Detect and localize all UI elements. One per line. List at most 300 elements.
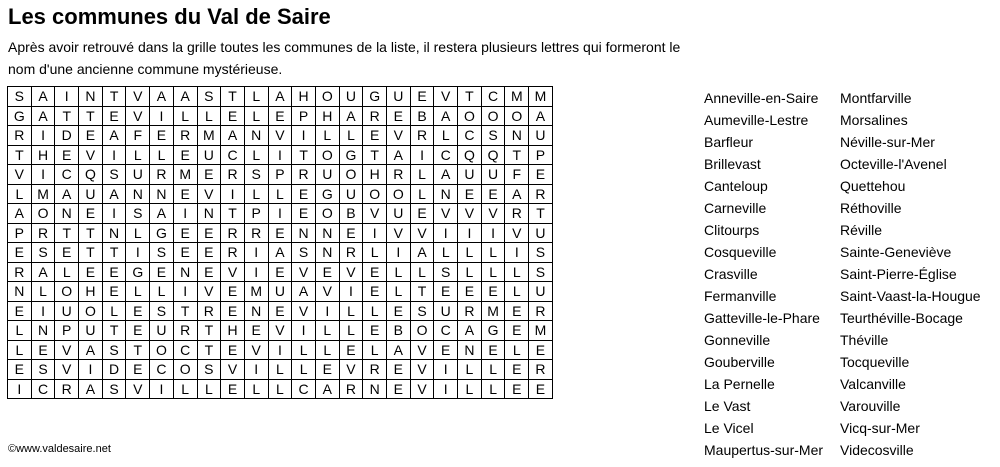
- grid-cell[interactable]: U: [458, 165, 482, 185]
- grid-cell[interactable]: T: [173, 301, 197, 321]
- grid-cell[interactable]: E: [244, 321, 268, 341]
- grid-cell[interactable]: O: [363, 184, 387, 204]
- grid-cell[interactable]: O: [339, 165, 363, 185]
- grid-cell[interactable]: N: [79, 87, 103, 107]
- grid-cell[interactable]: E: [292, 184, 316, 204]
- grid-cell[interactable]: U: [529, 223, 553, 243]
- grid-cell[interactable]: R: [221, 165, 245, 185]
- grid-cell[interactable]: E: [387, 106, 411, 126]
- grid-cell[interactable]: L: [458, 379, 482, 399]
- grid-cell[interactable]: V: [221, 360, 245, 380]
- grid-cell[interactable]: O: [387, 184, 411, 204]
- grid-cell[interactable]: E: [410, 87, 434, 107]
- grid-cell[interactable]: L: [458, 243, 482, 263]
- grid-cell[interactable]: T: [79, 106, 103, 126]
- grid-cell[interactable]: V: [410, 340, 434, 360]
- grid-cell[interactable]: R: [244, 223, 268, 243]
- grid-cell[interactable]: L: [268, 379, 292, 399]
- grid-cell[interactable]: E: [315, 360, 339, 380]
- grid-cell[interactable]: U: [79, 321, 103, 341]
- grid-cell[interactable]: S: [126, 204, 150, 224]
- grid-cell[interactable]: I: [458, 223, 482, 243]
- grid-cell[interactable]: V: [126, 106, 150, 126]
- grid-cell[interactable]: S: [529, 262, 553, 282]
- grid-cell[interactable]: U: [434, 301, 458, 321]
- grid-cell[interactable]: I: [31, 165, 55, 185]
- grid-cell[interactable]: I: [268, 204, 292, 224]
- grid-cell[interactable]: B: [410, 106, 434, 126]
- grid-cell[interactable]: B: [387, 321, 411, 341]
- grid-cell[interactable]: L: [8, 321, 32, 341]
- grid-cell[interactable]: E: [197, 223, 221, 243]
- grid-cell[interactable]: E: [79, 262, 103, 282]
- grid-cell[interactable]: A: [150, 204, 174, 224]
- grid-cell[interactable]: M: [244, 282, 268, 302]
- grid-cell[interactable]: V: [315, 282, 339, 302]
- grid-cell[interactable]: D: [55, 126, 79, 146]
- grid-cell[interactable]: O: [315, 204, 339, 224]
- grid-cell[interactable]: E: [434, 282, 458, 302]
- grid-cell[interactable]: L: [481, 262, 505, 282]
- grid-cell[interactable]: U: [387, 204, 411, 224]
- grid-cell[interactable]: S: [410, 301, 434, 321]
- grid-cell[interactable]: A: [315, 379, 339, 399]
- grid-cell[interactable]: E: [505, 360, 529, 380]
- grid-cell[interactable]: V: [126, 379, 150, 399]
- grid-cell[interactable]: E: [150, 262, 174, 282]
- grid-cell[interactable]: B: [339, 204, 363, 224]
- grid-cell[interactable]: E: [55, 145, 79, 165]
- grid-cell[interactable]: I: [292, 321, 316, 341]
- grid-cell[interactable]: E: [173, 223, 197, 243]
- grid-cell[interactable]: O: [410, 321, 434, 341]
- grid-cell[interactable]: A: [8, 204, 32, 224]
- grid-cell[interactable]: O: [150, 340, 174, 360]
- grid-cell[interactable]: S: [102, 165, 126, 185]
- grid-cell[interactable]: O: [315, 145, 339, 165]
- grid-cell[interactable]: N: [55, 204, 79, 224]
- grid-cell[interactable]: I: [55, 87, 79, 107]
- grid-cell[interactable]: R: [221, 223, 245, 243]
- grid-cell[interactable]: E: [126, 301, 150, 321]
- grid-cell[interactable]: P: [268, 165, 292, 185]
- grid-cell[interactable]: L: [434, 243, 458, 263]
- grid-cell[interactable]: A: [31, 106, 55, 126]
- grid-cell[interactable]: R: [529, 184, 553, 204]
- grid-cell[interactable]: R: [505, 204, 529, 224]
- grid-cell[interactable]: L: [150, 145, 174, 165]
- grid-cell[interactable]: A: [102, 126, 126, 146]
- grid-cell[interactable]: I: [31, 126, 55, 146]
- grid-cell[interactable]: E: [221, 379, 245, 399]
- grid-cell[interactable]: R: [55, 379, 79, 399]
- grid-cell[interactable]: L: [197, 106, 221, 126]
- grid-cell[interactable]: S: [31, 360, 55, 380]
- grid-cell[interactable]: E: [221, 106, 245, 126]
- grid-cell[interactable]: A: [102, 184, 126, 204]
- grid-cell[interactable]: N: [458, 340, 482, 360]
- grid-cell[interactable]: A: [268, 87, 292, 107]
- grid-cell[interactable]: I: [102, 145, 126, 165]
- grid-cell[interactable]: I: [244, 360, 268, 380]
- grid-cell[interactable]: C: [173, 340, 197, 360]
- grid-cell[interactable]: I: [387, 243, 411, 263]
- grid-cell[interactable]: L: [8, 184, 32, 204]
- grid-cell[interactable]: I: [244, 243, 268, 263]
- grid-cell[interactable]: U: [126, 165, 150, 185]
- grid-cell[interactable]: M: [529, 321, 553, 341]
- grid-cell[interactable]: S: [150, 301, 174, 321]
- grid-cell[interactable]: L: [481, 360, 505, 380]
- grid-cell[interactable]: E: [529, 340, 553, 360]
- grid-cell[interactable]: E: [363, 262, 387, 282]
- grid-cell[interactable]: L: [173, 379, 197, 399]
- grid-cell[interactable]: E: [387, 360, 411, 380]
- grid-cell[interactable]: G: [8, 106, 32, 126]
- grid-cell[interactable]: V: [268, 126, 292, 146]
- grid-cell[interactable]: I: [173, 204, 197, 224]
- grid-cell[interactable]: F: [126, 126, 150, 146]
- grid-cell[interactable]: R: [387, 165, 411, 185]
- grid-cell[interactable]: I: [150, 379, 174, 399]
- grid-cell[interactable]: S: [481, 126, 505, 146]
- grid-cell[interactable]: V: [197, 282, 221, 302]
- grid-cell[interactable]: E: [102, 262, 126, 282]
- grid-cell[interactable]: S: [102, 379, 126, 399]
- grid-cell[interactable]: E: [458, 184, 482, 204]
- grid-cell[interactable]: L: [363, 340, 387, 360]
- grid-cell[interactable]: V: [268, 321, 292, 341]
- grid-cell[interactable]: O: [55, 282, 79, 302]
- grid-cell[interactable]: U: [529, 126, 553, 146]
- grid-cell[interactable]: E: [268, 106, 292, 126]
- grid-cell[interactable]: E: [55, 243, 79, 263]
- grid-cell[interactable]: M: [173, 165, 197, 185]
- grid-cell[interactable]: R: [363, 106, 387, 126]
- grid-cell[interactable]: I: [102, 204, 126, 224]
- grid-cell[interactable]: C: [55, 165, 79, 185]
- grid-cell[interactable]: I: [31, 301, 55, 321]
- grid-cell[interactable]: I: [173, 282, 197, 302]
- grid-cell[interactable]: A: [434, 106, 458, 126]
- grid-cell[interactable]: L: [481, 379, 505, 399]
- grid-cell[interactable]: L: [102, 301, 126, 321]
- grid-cell[interactable]: E: [363, 126, 387, 146]
- grid-cell[interactable]: E: [363, 282, 387, 302]
- grid-cell[interactable]: A: [173, 87, 197, 107]
- grid-cell[interactable]: M: [529, 87, 553, 107]
- grid-cell[interactable]: E: [458, 282, 482, 302]
- grid-cell[interactable]: R: [173, 321, 197, 341]
- grid-cell[interactable]: N: [292, 223, 316, 243]
- grid-cell[interactable]: L: [244, 184, 268, 204]
- grid-cell[interactable]: L: [339, 126, 363, 146]
- grid-cell[interactable]: T: [529, 204, 553, 224]
- grid-cell[interactable]: V: [55, 340, 79, 360]
- grid-cell[interactable]: N: [315, 243, 339, 263]
- grid-cell[interactable]: I: [434, 223, 458, 243]
- grid-cell[interactable]: O: [173, 360, 197, 380]
- grid-cell[interactable]: T: [102, 87, 126, 107]
- grid-cell[interactable]: A: [31, 262, 55, 282]
- grid-cell[interactable]: R: [410, 126, 434, 146]
- grid-cell[interactable]: V: [363, 204, 387, 224]
- grid-cell[interactable]: U: [339, 87, 363, 107]
- grid-cell[interactable]: E: [221, 340, 245, 360]
- grid-cell[interactable]: V: [387, 223, 411, 243]
- grid-cell[interactable]: Q: [79, 165, 103, 185]
- grid-cell[interactable]: H: [31, 145, 55, 165]
- grid-cell[interactable]: U: [387, 87, 411, 107]
- grid-cell[interactable]: L: [173, 106, 197, 126]
- grid-cell[interactable]: L: [244, 106, 268, 126]
- grid-cell[interactable]: H: [79, 282, 103, 302]
- grid-cell[interactable]: R: [173, 126, 197, 146]
- grid-cell[interactable]: C: [221, 145, 245, 165]
- grid-cell[interactable]: M: [505, 87, 529, 107]
- grid-cell[interactable]: R: [292, 165, 316, 185]
- grid-cell[interactable]: C: [31, 379, 55, 399]
- grid-cell[interactable]: R: [197, 301, 221, 321]
- grid-cell[interactable]: V: [410, 223, 434, 243]
- grid-cell[interactable]: U: [529, 282, 553, 302]
- grid-cell[interactable]: H: [221, 321, 245, 341]
- grid-cell[interactable]: Q: [481, 145, 505, 165]
- grid-cell[interactable]: R: [339, 243, 363, 263]
- grid-cell[interactable]: L: [55, 262, 79, 282]
- grid-cell[interactable]: E: [363, 321, 387, 341]
- grid-cell[interactable]: I: [150, 106, 174, 126]
- grid-cell[interactable]: M: [481, 301, 505, 321]
- grid-cell[interactable]: R: [529, 301, 553, 321]
- grid-cell[interactable]: S: [197, 360, 221, 380]
- grid-cell[interactable]: I: [292, 126, 316, 146]
- grid-cell[interactable]: P: [55, 321, 79, 341]
- grid-cell[interactable]: U: [339, 184, 363, 204]
- grid-cell[interactable]: I: [79, 360, 103, 380]
- grid-cell[interactable]: N: [102, 223, 126, 243]
- grid-cell[interactable]: V: [55, 360, 79, 380]
- grid-cell[interactable]: E: [197, 262, 221, 282]
- grid-cell[interactable]: V: [292, 262, 316, 282]
- grid-cell[interactable]: E: [8, 301, 32, 321]
- grid-cell[interactable]: S: [434, 262, 458, 282]
- grid-cell[interactable]: P: [8, 223, 32, 243]
- grid-cell[interactable]: A: [150, 87, 174, 107]
- grid-cell[interactable]: O: [315, 87, 339, 107]
- grid-cell[interactable]: E: [292, 204, 316, 224]
- grid-cell[interactable]: H: [292, 87, 316, 107]
- grid-cell[interactable]: E: [505, 301, 529, 321]
- grid-cell[interactable]: C: [481, 87, 505, 107]
- grid-cell[interactable]: E: [339, 340, 363, 360]
- grid-cell[interactable]: E: [481, 184, 505, 204]
- grid-cell[interactable]: A: [339, 106, 363, 126]
- grid-cell[interactable]: V: [387, 126, 411, 146]
- grid-cell[interactable]: L: [8, 340, 32, 360]
- grid-cell[interactable]: V: [434, 204, 458, 224]
- grid-cell[interactable]: R: [529, 360, 553, 380]
- grid-cell[interactable]: L: [387, 262, 411, 282]
- grid-cell[interactable]: L: [458, 262, 482, 282]
- grid-cell[interactable]: G: [315, 184, 339, 204]
- grid-cell[interactable]: R: [8, 262, 32, 282]
- grid-cell[interactable]: R: [8, 126, 32, 146]
- grid-cell[interactable]: G: [363, 87, 387, 107]
- grid-cell[interactable]: C: [434, 145, 458, 165]
- grid-cell[interactable]: T: [292, 145, 316, 165]
- grid-cell[interactable]: E: [505, 379, 529, 399]
- grid-cell[interactable]: E: [268, 301, 292, 321]
- grid-cell[interactable]: A: [410, 243, 434, 263]
- grid-cell[interactable]: R: [339, 379, 363, 399]
- grid-cell[interactable]: T: [363, 145, 387, 165]
- grid-cell[interactable]: O: [458, 106, 482, 126]
- grid-cell[interactable]: E: [173, 243, 197, 263]
- grid-cell[interactable]: A: [434, 165, 458, 185]
- grid-cell[interactable]: T: [79, 243, 103, 263]
- grid-cell[interactable]: F: [505, 165, 529, 185]
- grid-cell[interactable]: L: [315, 340, 339, 360]
- grid-cell[interactable]: L: [292, 360, 316, 380]
- grid-cell[interactable]: V: [8, 165, 32, 185]
- grid-cell[interactable]: E: [387, 301, 411, 321]
- grid-cell[interactable]: L: [197, 379, 221, 399]
- grid-cell[interactable]: V: [458, 204, 482, 224]
- grid-cell[interactable]: L: [505, 262, 529, 282]
- grid-cell[interactable]: N: [197, 204, 221, 224]
- grid-cell[interactable]: L: [339, 321, 363, 341]
- grid-cell[interactable]: A: [505, 184, 529, 204]
- grid-cell[interactable]: I: [434, 379, 458, 399]
- grid-cell[interactable]: L: [481, 243, 505, 263]
- grid-cell[interactable]: N: [434, 184, 458, 204]
- grid-cell[interactable]: E: [221, 301, 245, 321]
- grid-cell[interactable]: T: [505, 145, 529, 165]
- grid-cell[interactable]: G: [339, 145, 363, 165]
- grid-cell[interactable]: A: [55, 184, 79, 204]
- grid-cell[interactable]: A: [79, 340, 103, 360]
- grid-cell[interactable]: O: [31, 204, 55, 224]
- grid-cell[interactable]: S: [102, 340, 126, 360]
- grid-cell[interactable]: E: [387, 379, 411, 399]
- grid-cell[interactable]: I: [8, 379, 32, 399]
- grid-cell[interactable]: I: [315, 301, 339, 321]
- grid-cell[interactable]: E: [8, 243, 32, 263]
- grid-cell[interactable]: I: [410, 145, 434, 165]
- grid-cell[interactable]: E: [173, 184, 197, 204]
- grid-cell[interactable]: M: [31, 184, 55, 204]
- grid-cell[interactable]: E: [126, 321, 150, 341]
- grid-cell[interactable]: T: [197, 321, 221, 341]
- grid-cell[interactable]: E: [173, 145, 197, 165]
- grid-cell[interactable]: E: [102, 282, 126, 302]
- grid-cell[interactable]: U: [268, 282, 292, 302]
- grid-cell[interactable]: M: [197, 126, 221, 146]
- grid-cell[interactable]: L: [244, 87, 268, 107]
- grid-cell[interactable]: O: [505, 106, 529, 126]
- grid-cell[interactable]: L: [434, 126, 458, 146]
- grid-cell[interactable]: E: [102, 106, 126, 126]
- grid-cell[interactable]: L: [268, 360, 292, 380]
- grid-cell[interactable]: L: [363, 301, 387, 321]
- grid-cell[interactable]: T: [458, 87, 482, 107]
- grid-cell[interactable]: E: [434, 340, 458, 360]
- grid-cell[interactable]: E: [197, 165, 221, 185]
- grid-cell[interactable]: R: [150, 165, 174, 185]
- grid-cell[interactable]: S: [197, 87, 221, 107]
- grid-cell[interactable]: G: [126, 262, 150, 282]
- grid-cell[interactable]: E: [339, 223, 363, 243]
- grid-cell[interactable]: I: [363, 223, 387, 243]
- grid-cell[interactable]: T: [126, 340, 150, 360]
- grid-cell[interactable]: E: [31, 340, 55, 360]
- grid-cell[interactable]: E: [410, 204, 434, 224]
- grid-cell[interactable]: L: [410, 165, 434, 185]
- grid-cell[interactable]: I: [244, 262, 268, 282]
- grid-cell[interactable]: E: [197, 243, 221, 263]
- grid-cell[interactable]: A: [221, 126, 245, 146]
- grid-cell[interactable]: T: [102, 321, 126, 341]
- grid-cell[interactable]: I: [339, 282, 363, 302]
- grid-cell[interactable]: Q: [458, 145, 482, 165]
- grid-cell[interactable]: N: [505, 126, 529, 146]
- grid-cell[interactable]: E: [79, 204, 103, 224]
- grid-cell[interactable]: R: [458, 301, 482, 321]
- grid-cell[interactable]: N: [315, 223, 339, 243]
- grid-cell[interactable]: R: [31, 223, 55, 243]
- grid-cell[interactable]: E: [126, 360, 150, 380]
- grid-cell[interactable]: U: [481, 165, 505, 185]
- grid-cell[interactable]: L: [244, 379, 268, 399]
- grid-cell[interactable]: S: [292, 243, 316, 263]
- grid-cell[interactable]: S: [8, 87, 32, 107]
- grid-cell[interactable]: I: [268, 145, 292, 165]
- grid-cell[interactable]: V: [410, 379, 434, 399]
- grid-cell[interactable]: A: [268, 243, 292, 263]
- grid-cell[interactable]: V: [410, 360, 434, 380]
- grid-cell[interactable]: P: [529, 145, 553, 165]
- grid-cell[interactable]: V: [79, 145, 103, 165]
- grid-cell[interactable]: V: [339, 360, 363, 380]
- grid-cell[interactable]: S: [529, 243, 553, 263]
- grid-cell[interactable]: L: [339, 301, 363, 321]
- grid-cell[interactable]: L: [31, 282, 55, 302]
- grid-cell[interactable]: S: [244, 165, 268, 185]
- grid-cell[interactable]: E: [268, 223, 292, 243]
- grid-cell[interactable]: N: [150, 184, 174, 204]
- grid-cell[interactable]: V: [197, 184, 221, 204]
- grid-cell[interactable]: L: [410, 262, 434, 282]
- grid-cell[interactable]: T: [197, 340, 221, 360]
- grid-cell[interactable]: E: [79, 126, 103, 146]
- grid-cell[interactable]: L: [126, 223, 150, 243]
- grid-cell[interactable]: A: [458, 321, 482, 341]
- grid-cell[interactable]: U: [55, 301, 79, 321]
- grid-cell[interactable]: U: [315, 165, 339, 185]
- grid-cell[interactable]: C: [150, 360, 174, 380]
- grid-cell[interactable]: N: [126, 184, 150, 204]
- grid-cell[interactable]: A: [529, 106, 553, 126]
- grid-cell[interactable]: H: [315, 106, 339, 126]
- grid-cell[interactable]: L: [387, 282, 411, 302]
- grid-cell[interactable]: V: [339, 262, 363, 282]
- grid-cell[interactable]: E: [481, 340, 505, 360]
- grid-cell[interactable]: T: [410, 282, 434, 302]
- grid-cell[interactable]: U: [150, 321, 174, 341]
- grid-cell[interactable]: L: [292, 340, 316, 360]
- grid-cell[interactable]: L: [410, 184, 434, 204]
